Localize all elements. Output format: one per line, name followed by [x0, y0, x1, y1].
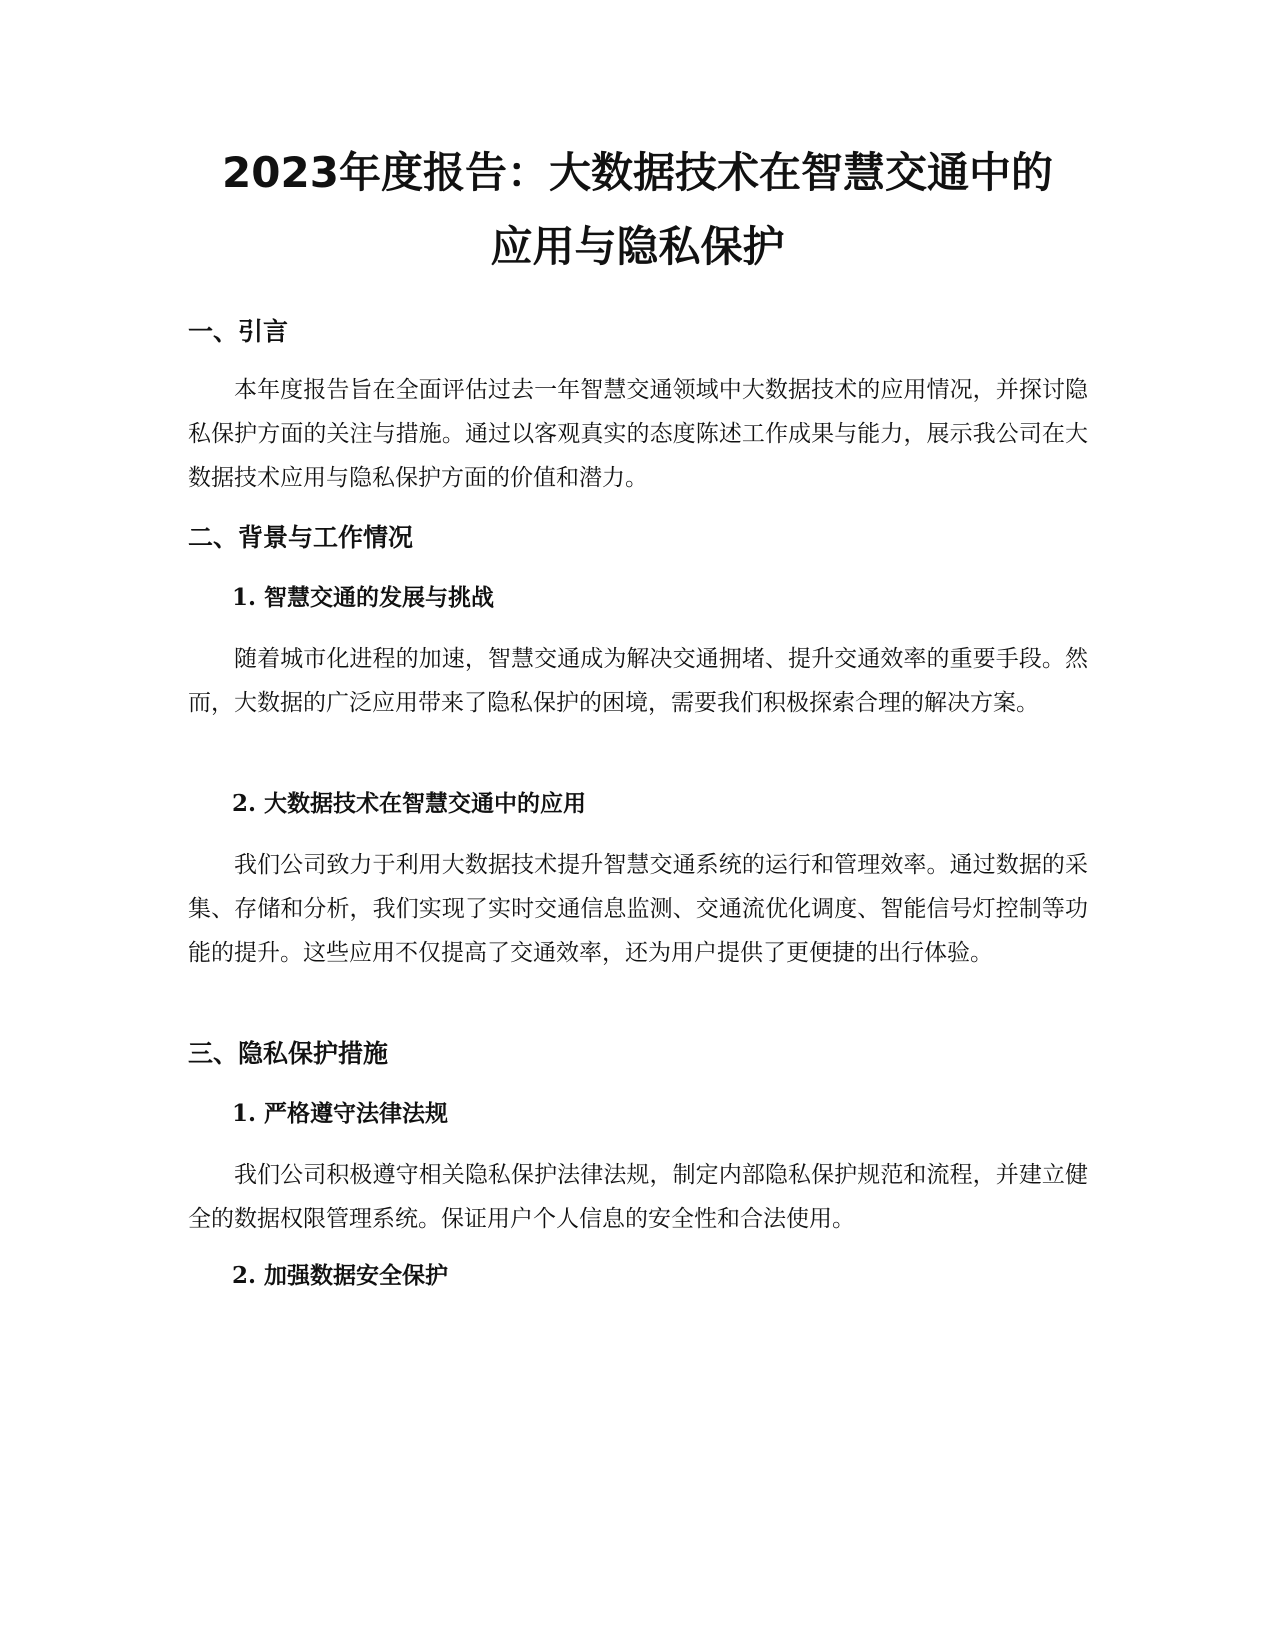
- paragraph-comply-with-laws: 我们公司积极遵守相关隐私保护法律法规，制定内部隐私保护规范和流程，并建立健全的数据权限管理系统。保证用户个人信息的安全性和合法使用。: [188, 1162, 1088, 1232]
- section-heading-introduction: 一、引言: [188, 317, 289, 346]
- subheading-smart-traffic-development: 1. 智慧交通的发展与挑战: [232, 584, 495, 611]
- paragraph-big-data-application: 我们公司致力于利用大数据技术提升智慧交通系统的运行和管理效率。通过数据的采集、存储和分析，我们实现了实时交通信息监测、交通流优化调度、智能信号灯控制等功能的提升。这些应用不仅提高了交通效率，还为用户提供了更便捷的出行体验。: [188, 852, 1088, 966]
- section-heading-privacy-measures: 三、隐私保护措施: [188, 1039, 389, 1068]
- paragraph-smart-traffic-development: 随着城市化进程的加速，智慧交通成为解决交通拥堵、提升交通效率的重要手段。然而，大数据的广泛应用带来了隐私保护的困境，需要我们积极探索合理的解决方案。: [188, 646, 1088, 716]
- subheading-big-data-application: 2. 大数据技术在智慧交通中的应用: [232, 790, 587, 817]
- section-heading-background: 二、背景与工作情况: [188, 523, 414, 552]
- document-title-line-2: 应用与隐私保护: [490, 222, 785, 271]
- paragraph-introduction: 本年度报告旨在全面评估过去一年智慧交通领域中大数据技术的应用情况，并探讨隐私保护方面的关注与措施。通过以客观真实的态度陈述工作成果与能力，展示我公司在大数据技术应用与隐私保护方面的价值和潜力。: [188, 377, 1088, 491]
- subheading-comply-with-laws: 1. 严格遵守法律法规: [232, 1100, 449, 1127]
- document-title-line-1: 2023年度报告：大数据技术在智慧交通中的: [222, 148, 1053, 197]
- subheading-data-security: 2. 加强数据安全保护: [232, 1262, 449, 1289]
